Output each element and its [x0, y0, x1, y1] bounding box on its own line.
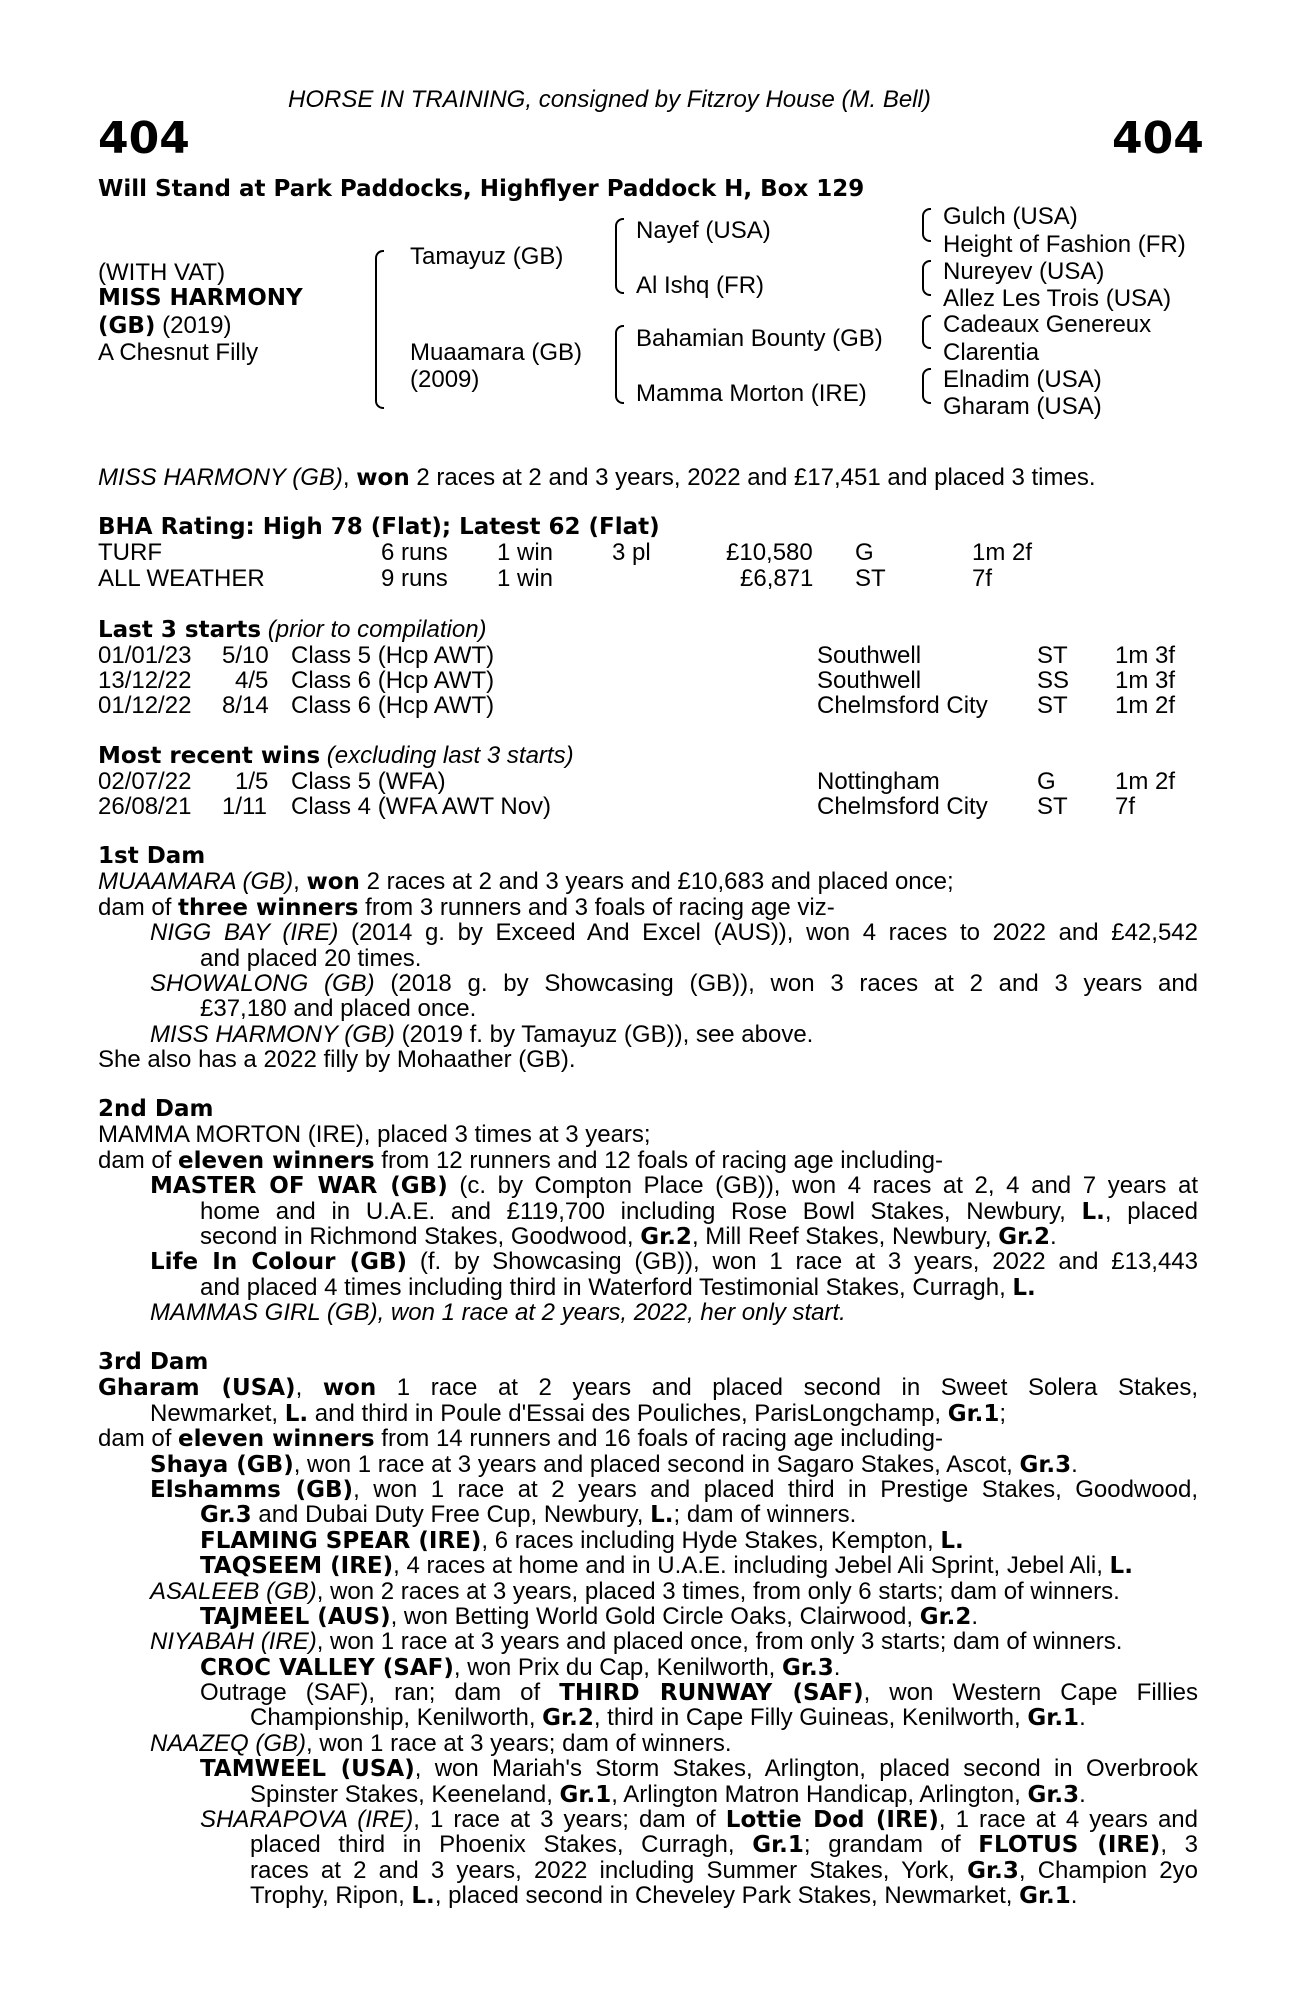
race-summary: MISS HARMONY (GB), won 2 races at 2 and 3 years, 2022 and £17,451 and placed 3 times. — [98, 464, 1096, 491]
pedigree-dam-sire: Bahamian Bounty (GB) — [636, 325, 883, 352]
pedigree-bracket-3a — [922, 208, 931, 242]
pedigree-g2: Height of Fashion (FR) — [943, 231, 1186, 258]
bha-rating-heading: BHA Rating: High 78 (Flat); Latest 62 (Flat) — [98, 514, 660, 540]
pedigree-dam: Muaamara (GB) — [410, 339, 583, 366]
second-dam-section: 2nd Dam MAMMA MORTON (IRE), placed 3 times at 3 years; dam of eleven winners from 12 runners and 12 foals of racing age including- MASTER OF WAR (GB) (c. by Compton Place (GB)), won 4 races at 2, 4 and 7 years at home and in U.A.E. and £119,700 including Rose Bowl Stakes, Newbury, L., placed second in Richmond Stakes, Goodwood, Gr.2, Mill Reef Stakes, Newbury, Gr.2. Life In Colour (GB) (f. by Showcasing (GB)), won 1 race at 3 years, 2022 and £13,443 and placed 4 times including third in Waterford Testimonial Stakes, Curragh, L. MAMMAS GIRL (GB), won 1 race at 2 years, 2022, her only start. — [98, 1096, 1198, 1327]
pedigree-g4: Allez Les Trois (USA) — [943, 285, 1172, 312]
pedigree-sire: Tamayuz (GB) — [410, 243, 564, 270]
horse-name: MISS HARMONY — [98, 285, 303, 311]
pedigree-bracket-2a — [615, 218, 624, 294]
pedigree-bracket-1 — [375, 250, 384, 409]
rating-row-all-weather: ALL WEATHER 9 runs 1 win £6,871 ST 7f — [98, 565, 993, 592]
pedigree-dam-dam: Mamma Morton (IRE) — [636, 380, 867, 407]
pedigree-g1: Gulch (USA) — [943, 203, 1078, 230]
stand-location: Will Stand at Park Paddocks, Highflyer Paddock H, Box 129 — [98, 176, 865, 202]
pedigree-bracket-3c — [922, 315, 931, 349]
recent-wins-heading: Most recent wins (excluding last 3 starts) — [98, 742, 574, 769]
pedigree-g3: Nureyev (USA) — [943, 258, 1105, 285]
third-dam-heading: 3rd Dam — [98, 1349, 209, 1375]
pedigree-dam-year: (2009) — [410, 366, 480, 393]
pedigree-sire-dam: Al Ishq (FR) — [636, 272, 765, 299]
second-dam-heading: 2nd Dam — [98, 1096, 214, 1122]
horse-country-year: (GB) (2019) — [98, 312, 232, 339]
consignment-line: HORSE IN TRAINING, consigned by Fitzroy House (M. Bell) — [288, 86, 931, 113]
pedigree-bracket-3d — [922, 368, 931, 404]
first-dam-heading: 1st Dam — [98, 843, 206, 869]
vat-note: (WITH VAT) — [98, 259, 226, 286]
horse-description: A Chesnut Filly — [98, 339, 259, 366]
pedigree-bracket-2b — [615, 325, 624, 404]
pedigree-g5: Cadeaux Genereux — [943, 311, 1152, 338]
last3-row: 01/12/22 8/14 Class 6 (Hcp AWT) Chelmsford City ST 1m 2f — [98, 692, 1176, 719]
first-dam-section: 1st Dam MUAAMARA (GB), won 2 races at 2 and 3 years and £10,683 and placed once; dam of three winners from 3 runners and 3 foals of racing age viz- NIGG BAY (IRE) (2014 g. by Exceed And Excel (AUS)), won 4 races to 2022 and £42,542 and placed 20 times. SHOWALONG (GB) (2018 g. by Showcasing (GB)), won 3 races at 2 and 3 years and £37,180 and placed once. MISS HARMONY (GB) (2019 f. by Tamayuz (GB)), see above. She also has a 2022 filly by Mohaather (GB). — [98, 843, 1199, 1074]
last3-heading: Last 3 starts (prior to compilation) — [98, 616, 487, 643]
pedigree-bracket-3b — [922, 260, 931, 296]
last3-row: 01/01/23 5/10 Class 5 (Hcp AWT) Southwell ST 1m 3f — [98, 642, 1176, 669]
lot-number-left: 404 — [98, 113, 190, 164]
recent-win-row: 02/07/22 1/5 Class 5 (WFA) Nottingham G 1m 2f — [98, 768, 1176, 795]
pedigree-g6: Clarentia — [943, 339, 1040, 366]
recent-win-row: 26/08/21 1/11 Class 4 (WFA AWT Nov) Chelmsford City ST 7f — [98, 793, 1136, 820]
pedigree-g7: Elnadim (USA) — [943, 366, 1102, 393]
rating-row-turf: TURF 6 runs 1 win 3 pl £10,580 G 1m 2f — [98, 539, 1033, 566]
pedigree-sire-sire: Nayef (USA) — [636, 217, 771, 244]
third-dam-section: 3rd Dam Gharam (USA), won 1 race at 2 years and placed second in Sweet Solera Stakes, Newmarket, L. and third in Poule d'Essai des Pouliches, ParisLongchamp, Gr.1; dam of eleven winners from 14 runners and 16 foals of racing age including- Shaya (GB), won 1 race at 3 years and placed second in Sagaro Stakes, Ascot, Gr.3. Elshamms (GB), won 1 race at 2 years and placed third in Prestige Stakes, Goodwood, Gr.3 and Dubai Duty Free Cup, Newbury, L.; dam of winners. FLAMING SPEAR (IRE), 6 races including Hyde Stakes, Kempton, L. TAQSEEM (IRE), 4 races at home and in U.A.E. including Jebel Ali Sprint, Jebel Ali, L. ASALEEB (GB), won 2 races at 3 years, placed 3 times, from only 6 starts; dam of winners. TAJMEEL (AUS), won Betting World Gold Circle Oaks, Clairwood, Gr.2. NIYABAH (IRE), won 1 race at 3 years and placed once, from only 3 starts; dam of winners. CROC VALLEY (SAF), won Prix du Cap, Kenilworth, Gr.3. Outrage (SAF), ran; dam of THIRD RUNWAY (SAF), won Western Cape Fillies Championship, Kenilworth, Gr.2, third in Cape Filly Guineas, Kenilworth, Gr.1. NAAZEQ (GB), won 1 race at 3 years; dam of winners. TAMWEEL (USA), won Mariah's Storm Stakes, Arlington, placed second in Overbrook Spinster Stakes, Keeneland, Gr.1, Arlington Matron Handicap, Arlington, Gr.3. SHARAPOVA (IRE), 1 race at 3 years; dam of Lottie Dod (IRE), 1 race at 4 years and placed third in Phoenix Stakes, Curragh, Gr.1; grandam of FLOTUS (IRE), 3 races at 2 and 3 years, 2022 including Summer Stakes, York, Gr.3, Champion 2yo Trophy, Ripon, L., placed second in Cheveley Park Stakes, Newmarket, Gr.1. — [98, 1349, 1199, 1910]
last3-row: 13/12/22 4/5 Class 6 (Hcp AWT) Southwell SS 1m 3f — [98, 667, 1176, 694]
lot-number-right: 404 — [1112, 113, 1204, 164]
pedigree-g8: Gharam (USA) — [943, 393, 1102, 420]
